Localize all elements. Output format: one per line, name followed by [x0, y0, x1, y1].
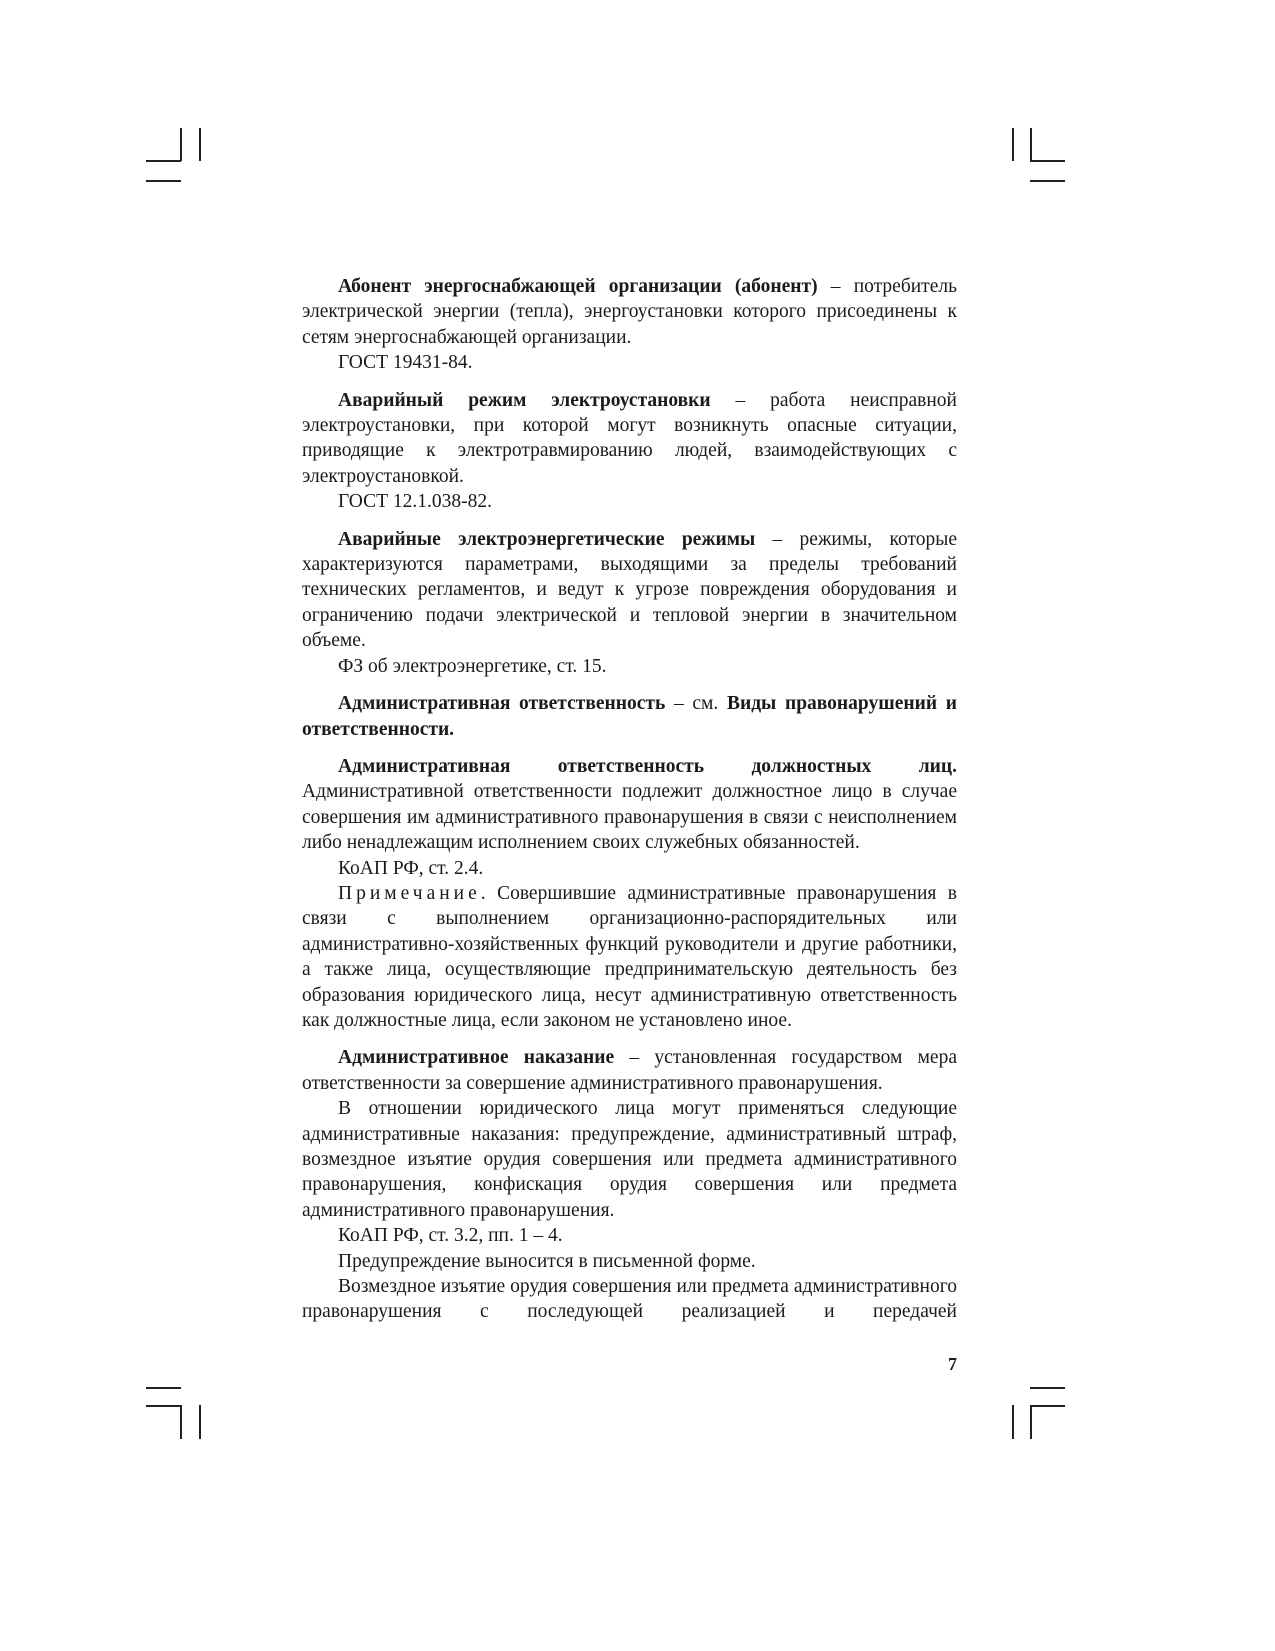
- entry-definition: – установленная государством мера ответственности за совершение административного правонарушения.: [302, 1047, 957, 1094]
- glossary-entry: [302, 1045, 957, 1324]
- entry-reference: ФЗ об электроэнергетике, ст. 15.: [338, 655, 607, 677]
- entry-note: [302, 881, 957, 1033]
- entry-term: Аварийные электроэнергетические режимы: [338, 528, 756, 550]
- page-number: 7: [948, 1354, 957, 1374]
- glossary-entry: [302, 274, 957, 376]
- entry-paragraph: Предупреждение выносится в письменной форме.: [338, 1250, 756, 1272]
- crop-mark: [1030, 180, 1065, 182]
- entry-see-reference: Виды правонарушений и ответственности.: [302, 693, 957, 740]
- entry-paragraph: [302, 754, 957, 856]
- entry-see-prefix: – см.: [665, 693, 727, 715]
- crop-mark: [1030, 1387, 1065, 1389]
- crop-mark: [146, 160, 181, 162]
- glossary-entry: [302, 388, 957, 515]
- glossary-entry: [302, 527, 957, 679]
- crop-mark: [1030, 1405, 1065, 1407]
- entry-definition: – работа неисправной электроустановки, при которой могут возникнуть опасные ситуации, приводящие к электротравмированию людей, взаимодействующих с электроустановкой.: [302, 389, 957, 487]
- crop-mark: [1030, 1405, 1032, 1439]
- crop-mark: [1030, 128, 1032, 161]
- entry-term: Административная ответственность должностных лиц.: [338, 755, 957, 777]
- glossary-entry: [302, 754, 957, 1033]
- entry-paragraph: [302, 388, 957, 490]
- entry-paragraph: В отношении юридического лица могут применяться следующие административные наказания: предупреждение, административный штраф, возмездное изъятие орудия совершения или предмета административного правонарушения, конфискация орудия совершения или предмета административного правонарушения.: [302, 1098, 957, 1221]
- crop-mark: [1030, 160, 1065, 162]
- crop-mark: [199, 1405, 201, 1439]
- entry-reference: ГОСТ 19431-84.: [338, 352, 473, 374]
- crop-mark: [146, 180, 181, 182]
- entry-paragraph: Возмездное изъятие орудия совершения или предмета административного правонарушения с последующей реализацией и передачей: [302, 1276, 957, 1323]
- crop-mark: [180, 1405, 182, 1439]
- crop-mark: [1012, 128, 1014, 161]
- entry-paragraph: [302, 274, 957, 350]
- crop-mark: [199, 128, 201, 161]
- entry-term: Абонент энергоснабжающей организации (абонент): [338, 276, 818, 297]
- entry-term: Административное наказание: [338, 1047, 615, 1069]
- entry-paragraph: [302, 1045, 957, 1096]
- entry-term: Аварийный режим электроустановки: [338, 389, 711, 411]
- crop-mark: [146, 1387, 181, 1389]
- entry-reference: КоАП РФ, ст. 3.2, пп. 1 – 4.: [338, 1225, 563, 1247]
- entry-reference: ГОСТ 12.1.038-82.: [338, 491, 493, 513]
- entry-term: Административная ответственность: [338, 693, 666, 715]
- glossary-entry: [302, 691, 957, 742]
- note-label: Примечание: [338, 882, 481, 904]
- entry-reference: КоАП РФ, ст. 2.4.: [338, 857, 484, 879]
- crop-mark: [180, 128, 182, 161]
- crop-mark: [1012, 1405, 1014, 1439]
- entry-definition: – потребитель электрической энергии (тепла), энергоустановки которого присоединены к сетям энергоснабжающей организации.: [302, 276, 957, 348]
- entry-paragraph: [302, 691, 957, 742]
- entry-definition: – режимы, которые характеризуются параметрами, выходящими за пределы требований технических регламентов, и ведут к угрозе повреждения оборудования и ограничению подачи электрической и тепловой энергии в значительном объеме.: [302, 528, 957, 652]
- note-text: . Совершившие административные правонарушения в связи с выполнением организационно-распорядительных или административно-хозяйственных функций руководители и другие работники, а также лица, осуществляющие предпринимательскую деятельность без образования юридического лица, несут административную ответственность как должностные лица, если законом не установлено иное.: [302, 882, 957, 1031]
- crop-mark: [146, 1405, 181, 1407]
- page-body: [302, 274, 957, 1325]
- entry-paragraph: [302, 527, 957, 654]
- entry-definition: Административной ответственности подлежит должностное лицо в случае совершения им административного правонарушения в связи с неисполнением либо ненадлежащим исполнением своих служебных обязанностей.: [302, 781, 957, 854]
